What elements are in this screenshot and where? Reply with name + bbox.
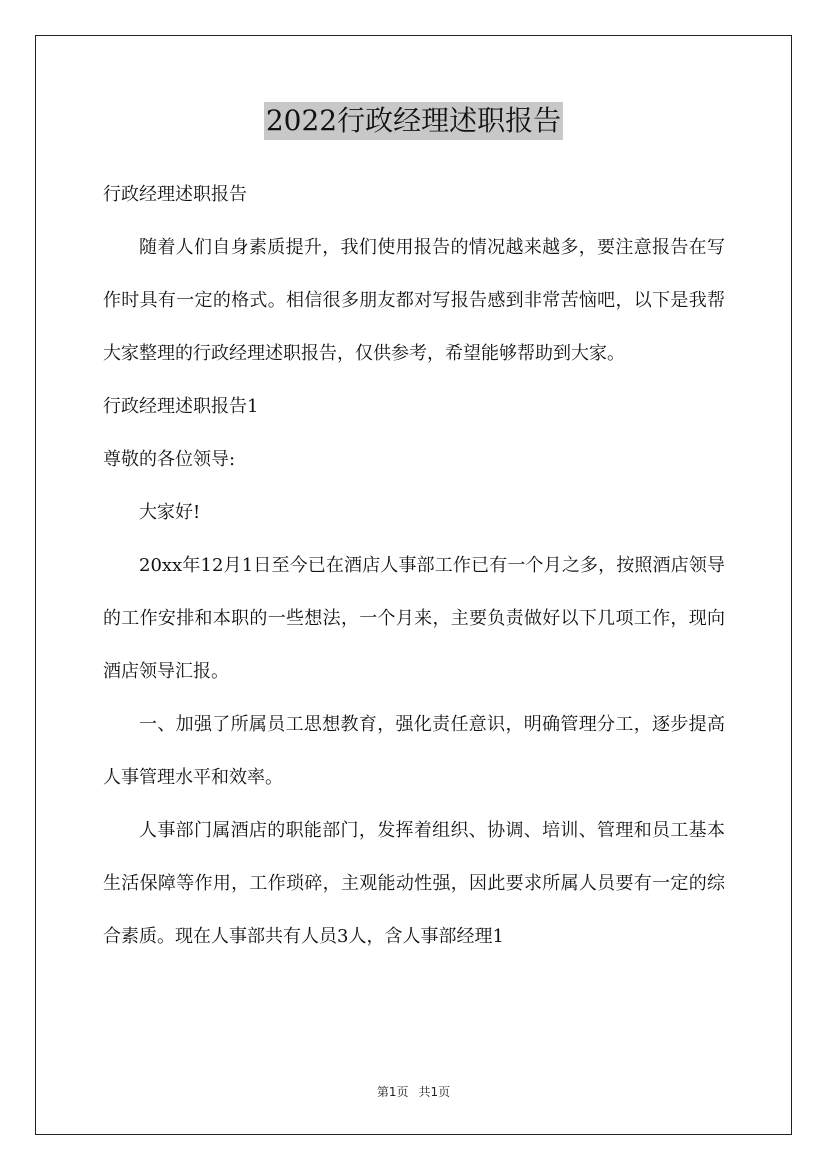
paragraph-overview: 20xx年12月1日至今已在酒店人事部工作已有一个月之多，按照酒店领导的工作安排和本职的一些想法，一个月来，主要负责做好以下几项工作，现向酒店领导汇报。 [103, 555, 725, 682]
page-number-current: 第1页 [376, 1085, 409, 1099]
paragraph-department: 人事部门属酒店的职能部门，发挥着组织、协调、培训、管理和员工基本生活保障等作用，工作琐碎，主观能动性强，因此要求所属人员要有一定的综合素质。现在人事部共有人员3人，含人事部经理1 [103, 820, 725, 947]
paragraph-greeting: 大家好! [139, 502, 201, 523]
document-body [103, 168, 725, 963]
page-footer [0, 1084, 827, 1100]
paragraph-intro: 随着人们自身素质提升，我们使用报告的情况越来越多，要注意报告在写作时具有一定的格式。相信很多朋友都对写报告感到非常苦恼吧，以下是我帮大家整理的行政经理述职报告，仅供参考，希望能够帮助到大家。 [103, 237, 725, 364]
paragraph-point-one: 一、加强了所属员工思想教育，强化责任意识，明确管理分工，逐步提高人事管理水平和效率。 [103, 714, 725, 788]
paragraph-heading: 行政经理述职报告 [103, 184, 247, 205]
page-number-total: 共1页 [418, 1085, 451, 1099]
paragraph-section-title: 行政经理述职报告1 [103, 396, 259, 417]
document-title-text: 2022行政经理述职报告 [264, 102, 563, 140]
document-title [0, 102, 827, 140]
paragraph-salutation: 尊敬的各位领导: [103, 449, 236, 470]
